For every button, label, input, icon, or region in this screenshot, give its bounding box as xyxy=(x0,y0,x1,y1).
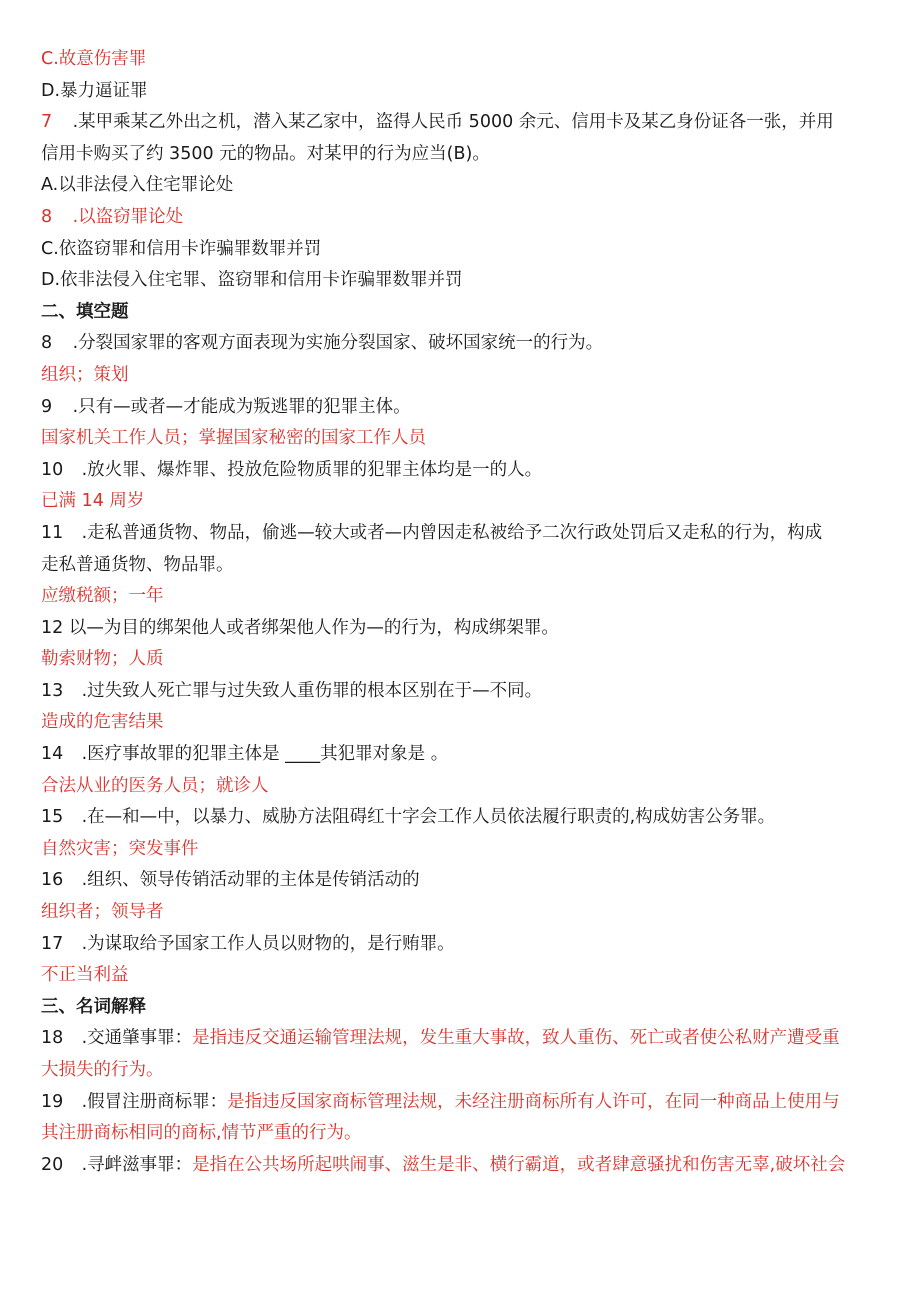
question-text: .走私普通货物、物品，偷逃—较大或者—内曾因走私被给予二次行政处罚后又走私的行为，构成 xyxy=(76,522,823,543)
answer-11: 应缴税额；一年 xyxy=(41,586,164,607)
document-page xyxy=(41,44,886,1181)
question-17 xyxy=(41,929,886,961)
option-b-answer xyxy=(41,202,886,234)
answer-15: 自然灾害；突发事件 xyxy=(41,838,199,859)
term-19 xyxy=(41,1087,886,1119)
question-7-continued: 信用卡购买了约 3500 元的物品。对某甲的行为应当(B)。 xyxy=(41,143,490,164)
answer-14: 合法从业的医务人员；就诊人 xyxy=(41,775,269,796)
answer-12: 勒索财物；人质 xyxy=(41,649,164,670)
option-number: 8 xyxy=(41,206,53,227)
question-text: .分裂国家罪的客观方面表现为实施分裂国家、破坏国家统一的行为。 xyxy=(67,333,604,354)
question-number: 16 xyxy=(41,870,64,891)
term-19-definition-continued: 其注册商标相同的商标,情节严重的行为。 xyxy=(41,1123,362,1144)
question-number: 10 xyxy=(41,459,64,480)
section-heading-fill-blank: 二、填空题 xyxy=(41,301,129,322)
answer-13: 造成的危害结果 xyxy=(41,712,164,733)
question-11-continued: 走私普通货物、物品罪。 xyxy=(41,554,234,575)
question-number: 14 xyxy=(41,744,64,765)
question-number: 7 xyxy=(41,112,53,133)
term-18-definition-continued: 大损失的行为。 xyxy=(41,1060,164,1080)
option-c-answer: C.故意伤害罪 xyxy=(41,49,147,69)
question-text: .放火罪、爆炸罪、投放危险物质罪的犯罪主体均是一的人。 xyxy=(76,459,543,480)
term-definition: 是指违反交通运输管理法规，发生重大事故，致人重伤、死亡或者使公私财产遭受重 xyxy=(192,1028,840,1049)
question-number: 11 xyxy=(41,522,64,543)
question-11 xyxy=(41,518,886,550)
term-definition: 是指在公共场所起哄闹事、滋生是非、横行霸道，或者肆意骚扰和伤害无辜,破坏社会 xyxy=(192,1154,846,1175)
option-d: D.依非法侵入住宅罪、盗窃罪和信用卡诈骗罪数罪并罚 xyxy=(41,270,463,291)
question-7 xyxy=(41,107,886,139)
answer-16: 组织者；领导者 xyxy=(41,902,164,923)
term-number: 20 xyxy=(41,1154,64,1175)
question-number: 17 xyxy=(41,933,64,954)
question-15 xyxy=(41,802,886,834)
question-text: .过失致人死亡罪与过失致人重伤罪的根本区别在于—不同。 xyxy=(76,680,543,701)
question-text: .在—和—中，以暴力、威胁方法阻碍红十字会工作人员依法履行职责的,构成妨害公务罪。 xyxy=(76,807,776,828)
question-number: 9 xyxy=(41,396,53,417)
term-number: 19 xyxy=(41,1091,64,1112)
section-heading-term-definition: 三、名词解释 xyxy=(41,996,146,1017)
term-name: .寻衅滋事罪： xyxy=(76,1154,193,1175)
answer-9: 国家机关工作人员；掌握国家秘密的国家工作人员 xyxy=(41,428,426,449)
question-number: 13 xyxy=(41,680,64,701)
question-number: 8 xyxy=(41,333,53,354)
question-number: 15 xyxy=(41,807,64,828)
option-text: .以盗窃罪论处 xyxy=(67,206,184,227)
option-c: C.依盗窃罪和信用卡诈骗罪数罪并罚 xyxy=(41,238,322,259)
question-text: .为谋取给予国家工作人员以财物的，是行贿罪。 xyxy=(76,933,455,954)
question-12: 12 以—为目的绑架他人或者绑架他人作为—的行为，构成绑架罪。 xyxy=(41,617,559,638)
question-14 xyxy=(41,739,886,771)
term-18 xyxy=(41,1023,886,1055)
question-text: .医疗事故罪的犯罪主体是 ____其犯罪对象是 。 xyxy=(76,744,449,765)
question-10 xyxy=(41,455,886,487)
question-9 xyxy=(41,392,886,424)
question-text: .组织、领导传销活动罪的主体是传销活动的 xyxy=(76,870,420,891)
option-d: D.暴力逼证罪 xyxy=(41,80,148,101)
answer-17: 不正当利益 xyxy=(41,965,129,986)
question-16 xyxy=(41,865,886,897)
answer-8: 组织；策划 xyxy=(41,364,129,385)
term-name: .假冒注册商标罪： xyxy=(76,1091,228,1112)
answer-10: 已满 14 周岁 xyxy=(41,491,145,512)
question-text: .只有—或者—才能成为叛逃罪的犯罪主体。 xyxy=(67,396,411,417)
term-definition: 是指违反国家商标管理法规，未经注册商标所有人许可，在同一种商品上使用与 xyxy=(227,1091,840,1112)
term-name: .交通肇事罪： xyxy=(76,1028,193,1049)
option-a: A.以非法侵入住宅罪论处 xyxy=(41,175,234,196)
question-text: .某甲乘某乙外出之机，潜入某乙家中，盗得人民币 5000 余元、信用卡及某乙身份证各一张，并用 xyxy=(67,112,834,133)
question-8 xyxy=(41,328,886,360)
term-number: 18 xyxy=(41,1028,64,1049)
question-13 xyxy=(41,676,886,708)
term-20 xyxy=(41,1150,886,1182)
